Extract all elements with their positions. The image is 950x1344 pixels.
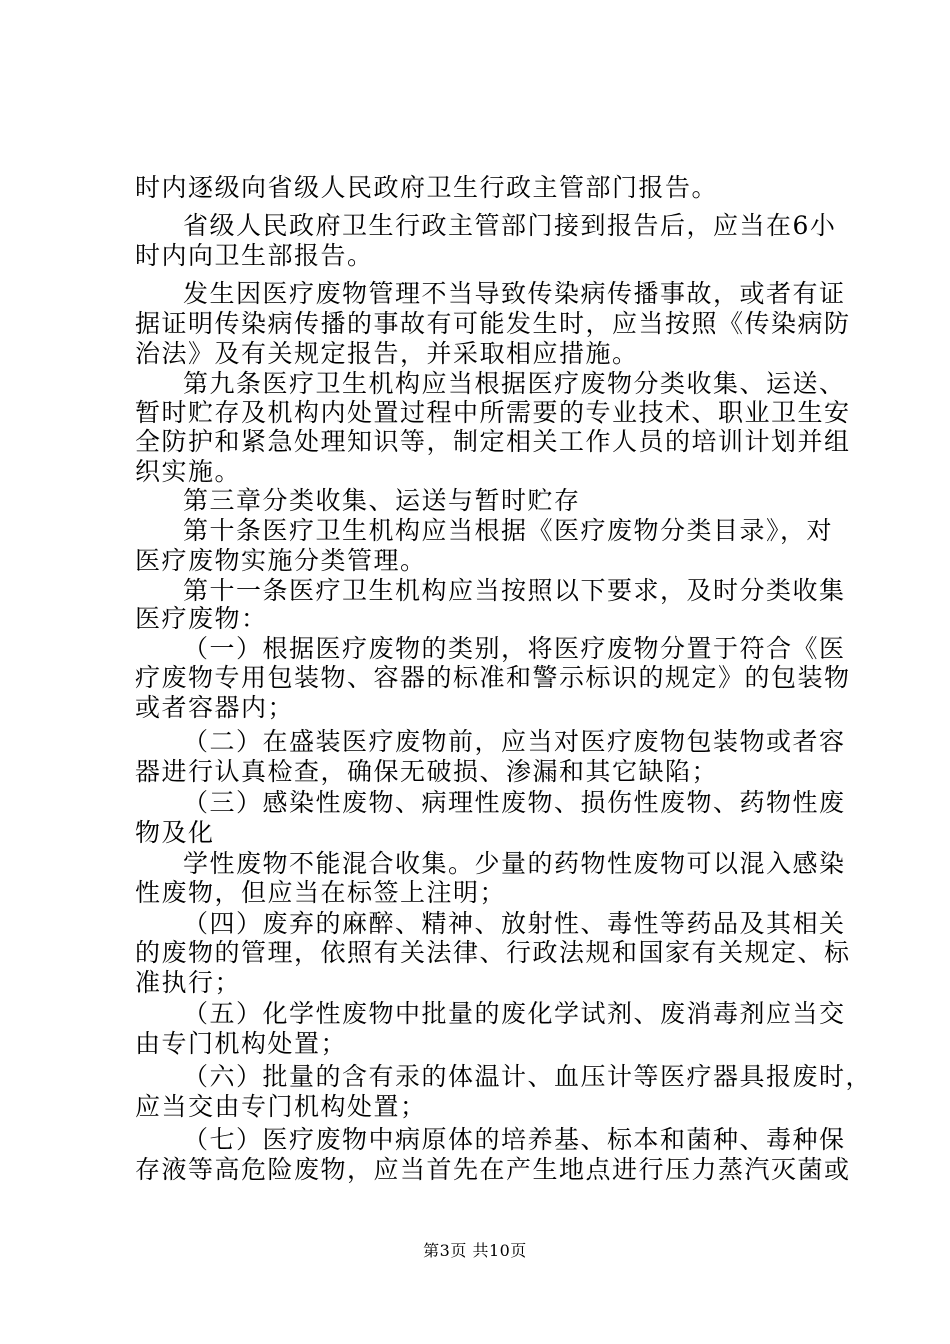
page-number-footer: 第3页 共10页 bbox=[423, 1241, 527, 1260]
text-line: （二）在盛装医疗废物前，应当对医疗废物包装物或者容 bbox=[183, 727, 846, 756]
text-line: 据证明传染病传播的事故有可能发生时，应当按照《传染病防 bbox=[135, 309, 851, 338]
text-line: 第九条医疗卫生机构应当根据医疗废物分类收集、运送、 bbox=[183, 369, 846, 398]
text-line: （五）化学性废物中批量的废化学试剂、废消毒剂应当交 bbox=[183, 999, 846, 1028]
text-line: 应当交由专门机构处置； bbox=[135, 1092, 427, 1121]
text-line: 省级人民政府卫生行政主管部门接到报告后，应当在6小 bbox=[183, 211, 837, 240]
chapter-heading: 第三章分类收集、运送与暂时贮存 bbox=[183, 486, 581, 515]
text-line: 物及化 bbox=[135, 818, 215, 847]
text-line: （六）批量的含有汞的体温计、血压计等医疗器具报废时， bbox=[183, 1062, 873, 1091]
text-line: 性废物，但应当在标签上注明； bbox=[135, 878, 507, 907]
text-line: 发生因医疗废物管理不当导致传染病传播事故，或者有证 bbox=[183, 279, 846, 308]
text-line: 第十条医疗卫生机构应当根据《医疗废物分类目录》，对 bbox=[183, 516, 834, 545]
text-line: 时内向卫生部报告。 bbox=[135, 241, 374, 270]
text-line: 治法》及有关规定报告，并采取相应措施。 bbox=[135, 339, 639, 368]
text-line: 存液等高危险废物，应当首先在产生地点进行压力蒸汽灭菌或 bbox=[135, 1155, 851, 1184]
text-line: 或者容器内； bbox=[135, 693, 295, 722]
text-line: 暂时贮存及机构内处置过程中所需要的专业技术、职业卫生安 bbox=[135, 398, 851, 427]
text-line: 学性废物不能混合收集。少量的药物性废物可以混入感染 bbox=[183, 849, 846, 878]
text-line: 织实施。 bbox=[135, 457, 242, 486]
text-line: 时内逐级向省级人民政府卫生行政主管部门报告。 bbox=[135, 173, 719, 202]
text-line: 医疗废物： bbox=[135, 604, 268, 633]
text-line: 医疗废物实施分类管理。 bbox=[135, 546, 427, 575]
text-line: 器进行认真检查，确保无破损、渗漏和其它缺陷； bbox=[135, 757, 719, 786]
text-line: 全防护和紧急处理知识等，制定相关工作人员的培训计划并组 bbox=[135, 427, 851, 456]
text-line: （七）医疗废物中病原体的培养基、标本和菌种、毒种保 bbox=[183, 1125, 846, 1154]
text-line: （四）废弃的麻醉、精神、放射性、毒性等药品及其相关 bbox=[183, 909, 846, 938]
text-line: （一）根据医疗废物的类别，将医疗废物分置于符合《医 bbox=[183, 634, 846, 663]
text-line: 由专门机构处置； bbox=[135, 1029, 348, 1058]
text-line: 第十一条医疗卫生机构应当按照以下要求，及时分类收集 bbox=[183, 576, 846, 605]
text-line: 准执行； bbox=[135, 968, 242, 997]
text-line: （三）感染性废物、病理性废物、损伤性废物、药物性废 bbox=[183, 788, 846, 817]
text-line: 疗废物专用包装物、容器的标准和警示标识的规定》的包装物 bbox=[135, 663, 851, 692]
text-line: 的废物的管理，依照有关法律、行政法规和国家有关规定、标 bbox=[135, 938, 851, 967]
